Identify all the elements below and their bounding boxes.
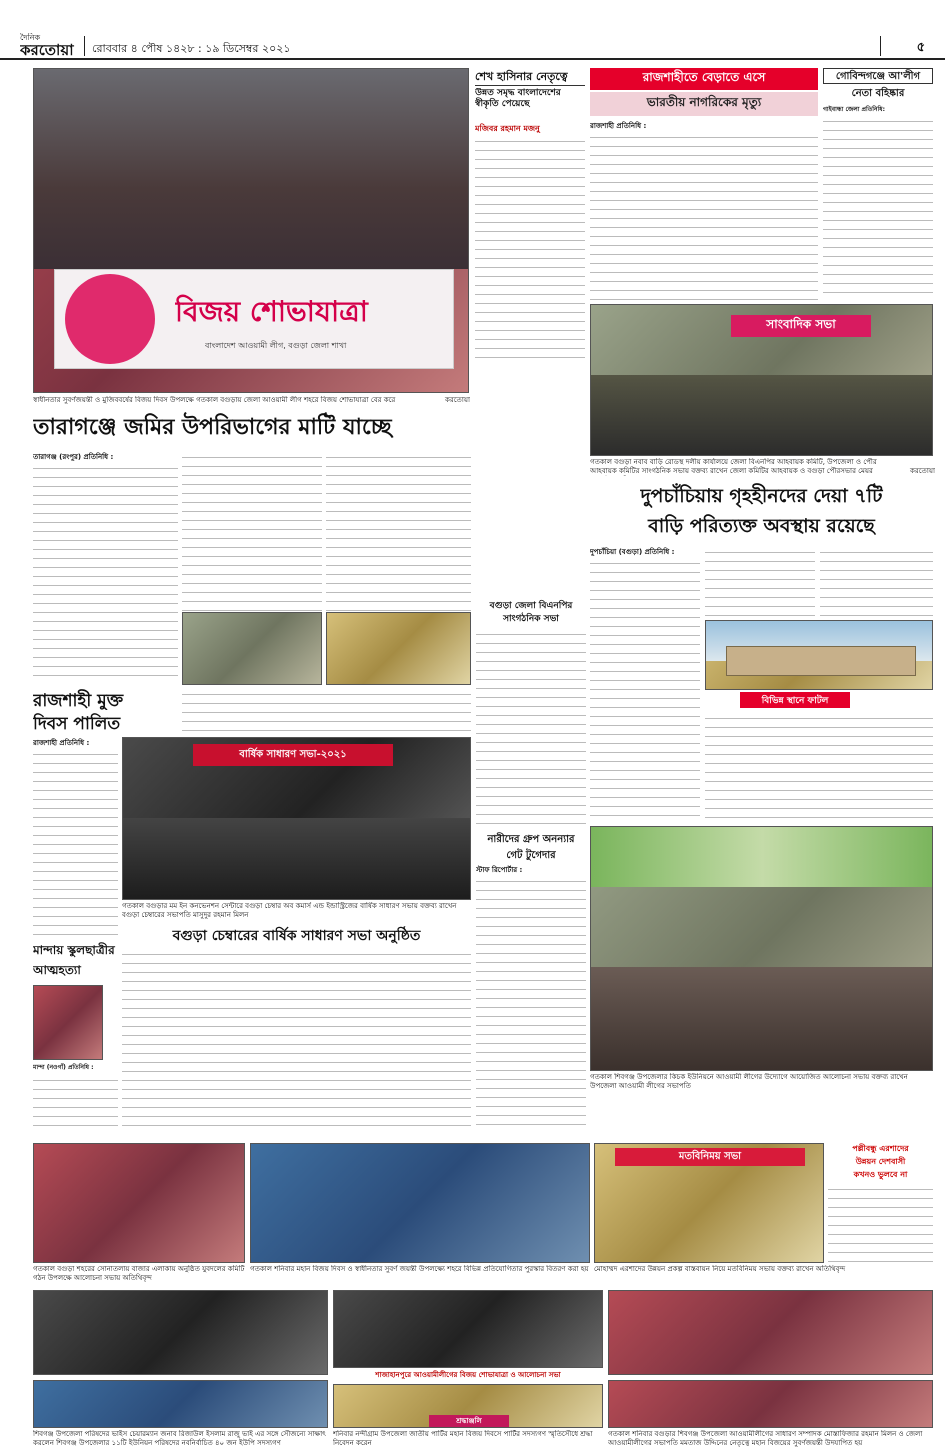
agm-photo (122, 737, 471, 900)
dupchanchia-body-col1 (590, 557, 700, 817)
row2-photo-a (33, 1290, 328, 1375)
agm-banner: বার্ষিক সাধারণ সভা-২০২১ (193, 744, 393, 766)
dupchanchia-body-col2 (705, 546, 815, 616)
chamber-headline: বগুড়া চেম্বারের বার্ষিক সাধারণ সভা অনুষ্ঠিত (172, 928, 421, 944)
row1-caption-a: গতকাল বগুড়া শহরের সোনাতলায় বাজার এলাকায় অনুষ্ঠিত যুবদলের কমিটি গঠন উপলক্ষে আলোচনা সভায় অতিথিবৃন্দ (33, 1265, 245, 1282)
press-meet-photo (590, 304, 933, 456)
dupchanchia-photo (705, 620, 933, 690)
taraganj-body-col2 (182, 451, 322, 611)
manda-dateline: মান্দা (নওগাঁ) প্রতিনিধি : (33, 1064, 94, 1071)
top-photo-caption: স্বাধীনতার সুবর্ণজয়ন্তী ও মুজিববর্ষের বিজয় দিবস উপলক্ষে গতকাল বগুড়ায় জেলা আওয়ামী লীগ শহরে বিজয় শোভাযাত্রা বের করে (33, 396, 396, 404)
dupchanchia-body-col3 (820, 546, 933, 616)
gobindaganj-headline-2: নেতা বহিষ্কার (851, 88, 905, 99)
newspaper-logo (20, 33, 80, 59)
gobindaganj-body (823, 115, 933, 300)
taraganj-body-col1 (33, 462, 178, 682)
hasina-headline-1: শেখ হাসিনার নেতৃত্বে (475, 68, 585, 86)
agm-stage (123, 818, 471, 900)
rajshahi-death-headline-2: ভারতীয় নাগরিকের মৃত্যু (590, 92, 818, 116)
hasina-byline: মজিবর রহমান মজনু (475, 124, 540, 133)
dateline: রোববার ৪ পৌষ ১৪২৮ : ১৯ ডিসেম্বর ২০২১ (92, 42, 291, 55)
dupchanchia-house (726, 646, 916, 676)
bnp-meeting-headline-1: বগুড়া জেলা বিএনপির (489, 601, 573, 610)
gobindaganj-dateline: গাইবান্ধা জেলা প্রতিনিধি: (823, 106, 886, 113)
logo-small-text: দৈনিক (20, 33, 41, 42)
top-photo-credit: করতোয়া (445, 396, 470, 404)
masthead-divider-right (880, 36, 881, 56)
bnp-meeting-headline-2: সাংগঠনিক সভা (503, 614, 559, 623)
rajshahi-free-body (33, 748, 118, 938)
rajshahi-free-headline-1: রাজশাহী মুক্ত (33, 691, 124, 710)
taraganj-photo-2 (326, 612, 471, 685)
rajshahi-free-headline-2: দিবস পালিত (33, 714, 121, 733)
taraganj-photo-1 (182, 612, 322, 685)
masthead-divider (84, 36, 85, 56)
manda-headline-2: আত্মহত্যা (33, 963, 81, 977)
row2-photo-b (333, 1290, 603, 1368)
banner-text: বিজয় শোভাযাত্রা (175, 295, 368, 328)
dupchanchia-body-lower (705, 712, 933, 822)
row3-caption-c: গতকাল শনিবার বগুড়ার শিবগঞ্জ উপজেলা আওয়ামীলীগের সাধারণ সম্পাদক মোস্তাফিজার রহমান মিলন ও জেলা আওয়ামীলীগের সভাপতি মমতাজ উদ্দিনের নেতৃত্বে মহান বিজয়ের সুবর্ণজয়ন্তী উদযাপিত হয় (608, 1430, 923, 1447)
logo-text: করতোয়া (20, 41, 74, 59)
row1-banner-c: মতবিনিময় সভা (615, 1148, 805, 1166)
dupchanchia-headline-2: বাড়ি পরিত্যক্ত অবস্থায় রয়েছে (648, 515, 875, 537)
narider-headline-2: গেট টুগেদার (506, 850, 556, 861)
mid-meeting-banner-area (591, 827, 933, 887)
bnp-meeting-body (476, 628, 586, 828)
hasina-body (475, 135, 585, 365)
press-meet-caption: গতকাল বগুড়া নবাব বাড়ি রোডস্থ দলীয় কার্যালয়ে জেলা বিএনপির আহবায়ক কমিটি, উপজেলা ও পৌর আহবায়ক কমিটির সাংগঠনিক সভায় বক্তব্য রাখেন জেলা কমিটির আহবায়ক ও বগুড়া পৌরসভার মেয়র (590, 458, 877, 475)
mid-meeting-photo (590, 826, 933, 1071)
row3-photo-b (333, 1384, 603, 1428)
banner-subtext: বাংলাদেশ আওয়ামী লীগ, বগুড়া জেলা শাখা (205, 341, 347, 350)
taraganj-body-col3 (326, 451, 471, 611)
hasina-headline-2: উন্নত সমৃদ্ধ বাংলাদেশের স্বীকৃতি পেয়েছে (475, 88, 561, 109)
press-meet-credit: করতোয়া (910, 467, 935, 475)
manda-body (33, 1074, 118, 1134)
mid-meeting-caption: গতকাল শিবগঞ্জ উপজেলার কিচক ইউনিয়নে আওয়ামী লীগের উদ্যোগে আয়োজিত আলোচনা সভায় বক্তব্য রাখেন উপজেলা আওয়ামী লীগের সভাপতি (590, 1073, 908, 1090)
manda-portrait (33, 985, 103, 1060)
row1-caption-b: গতকাল শনিবার মহান বিজয় দিবস ও স্বাধীনতার সুবর্ণ জয়ন্তী উপলক্ষ্যে শহরে বিভিন্ন প্রতিযোগিতার পুরস্কার বিতরণ করা হয় (250, 1265, 589, 1273)
row1-photo-b (250, 1143, 590, 1263)
rajshahi-death-body (590, 131, 818, 301)
dupchanchia-inset-label: বিভিন্ন স্থানে ফাটল (740, 692, 850, 708)
row3-caption-a: শিবগঞ্জ উপজেলা পরিষদের ভাইস চেয়ারম্যান জনাব রিজাউল ইসলাম রাজু ভাই এর সঙ্গে সৌজন্যে সাক্ষাৎ করলেন শিবগঞ্জ উপজেলার ১১টি ইউনিয়ন পরিষদের নবনির্বাচিত ৪০ জন ইউপি সদস্যগণ (33, 1430, 326, 1447)
row3-banner-b: শ্রদ্ধাঞ্জলি (429, 1415, 509, 1427)
row1-caption-c: মোহাম্মদ এরশাদের উন্নয়ন প্রকল্প বাস্তবায়ন নিয়ে মতবিনিময় সভায় বক্তব্য রাখেন অতিথিবৃন্দ (594, 1265, 846, 1273)
mid-meeting-crowd (591, 967, 933, 1071)
row1-body-d (828, 1183, 933, 1263)
banner-cloth (54, 269, 454, 369)
gobindaganj-headline-1: গোবিন্দগঞ্জে আ'লীগ (823, 68, 933, 84)
row3-photo-a (33, 1380, 328, 1428)
page-number: ৫ (916, 40, 925, 55)
row3-photo-c (608, 1380, 933, 1428)
narider-body (476, 875, 586, 1125)
taraganj-dateline: তারাগঞ্জ (রংপুর) প্রতিনিধি : (33, 453, 114, 461)
dupchanchia-dateline: দুপচাঁচিয়া (বগুড়া) প্রতিনিধি : (590, 548, 675, 556)
row1-headline-d-3: কখনও ভুলবে না (853, 1170, 908, 1179)
top-photo (33, 68, 469, 393)
row1-photo-c (594, 1143, 824, 1263)
row1-photo-a (33, 1143, 245, 1263)
narider-dateline: স্টাফ রিপোর্টার : (476, 866, 523, 874)
narider-headline-1: নারীদের গ্রুপ অনন্যার (487, 834, 575, 845)
banner-emblem (65, 274, 155, 364)
chamber-body (122, 948, 471, 1133)
row3-caption-b: শনিবার নন্দীগ্রাম উপজেলা জাতীয় পার্টির মহান বিজয় দিবসে পার্টির সদস্যগণ স্মৃতিসৌধে শ্রদ্ধা নিবেদন করেন (333, 1430, 593, 1447)
row1-headline-d-1: পল্লীবন্ধু এরশাদের (852, 1144, 909, 1153)
dupchanchia-headline-1: দুপচাঁচিয়ায় গৃহহীনদের দেয়া ৭টি (640, 485, 883, 507)
row2-photo-c (608, 1290, 933, 1375)
agm-caption: গতকাল বগুড়ার মম ইন কনভেনশন সেন্টারে বগুড়া চেম্বার অব কমার্স এন্ড ইন্ডাস্ট্রিজের বার্ষিক সাধারণ সভায় বক্তব্য রাখেন বগুড়া চেম্বারের সভাপতি মাসুদুর রহমান মিলন (122, 902, 457, 919)
row1-headline-d-2: উন্নয়ন দেশবাসী (855, 1157, 906, 1166)
rajshahi-death-dateline: রাজশাহী প্রতিনিধি : (590, 122, 647, 130)
rajshahi-free-dateline: রাজশাহী প্রতিনিধি : (33, 739, 90, 747)
manda-headline-1: মান্দায় স্কুলছাত্রীর (33, 943, 115, 957)
crowd-area (34, 69, 469, 269)
taraganj-headline: তারাগঞ্জে জমির উপরিভাগের মাটি যাচ্ছে (33, 415, 392, 440)
press-meet-people (591, 375, 933, 456)
rajshahi-death-headline-1: রাজশাহীতে বেড়াতে এসে (590, 68, 818, 90)
row2-banner-b: শাজাহানপুরে আওয়ামীলীগের বিজয় শোভাযাত্রা ও আলোচনা সভা (375, 1371, 561, 1379)
press-meet-banner: সাংবাদিক সভা (731, 315, 871, 337)
masthead (0, 0, 945, 60)
